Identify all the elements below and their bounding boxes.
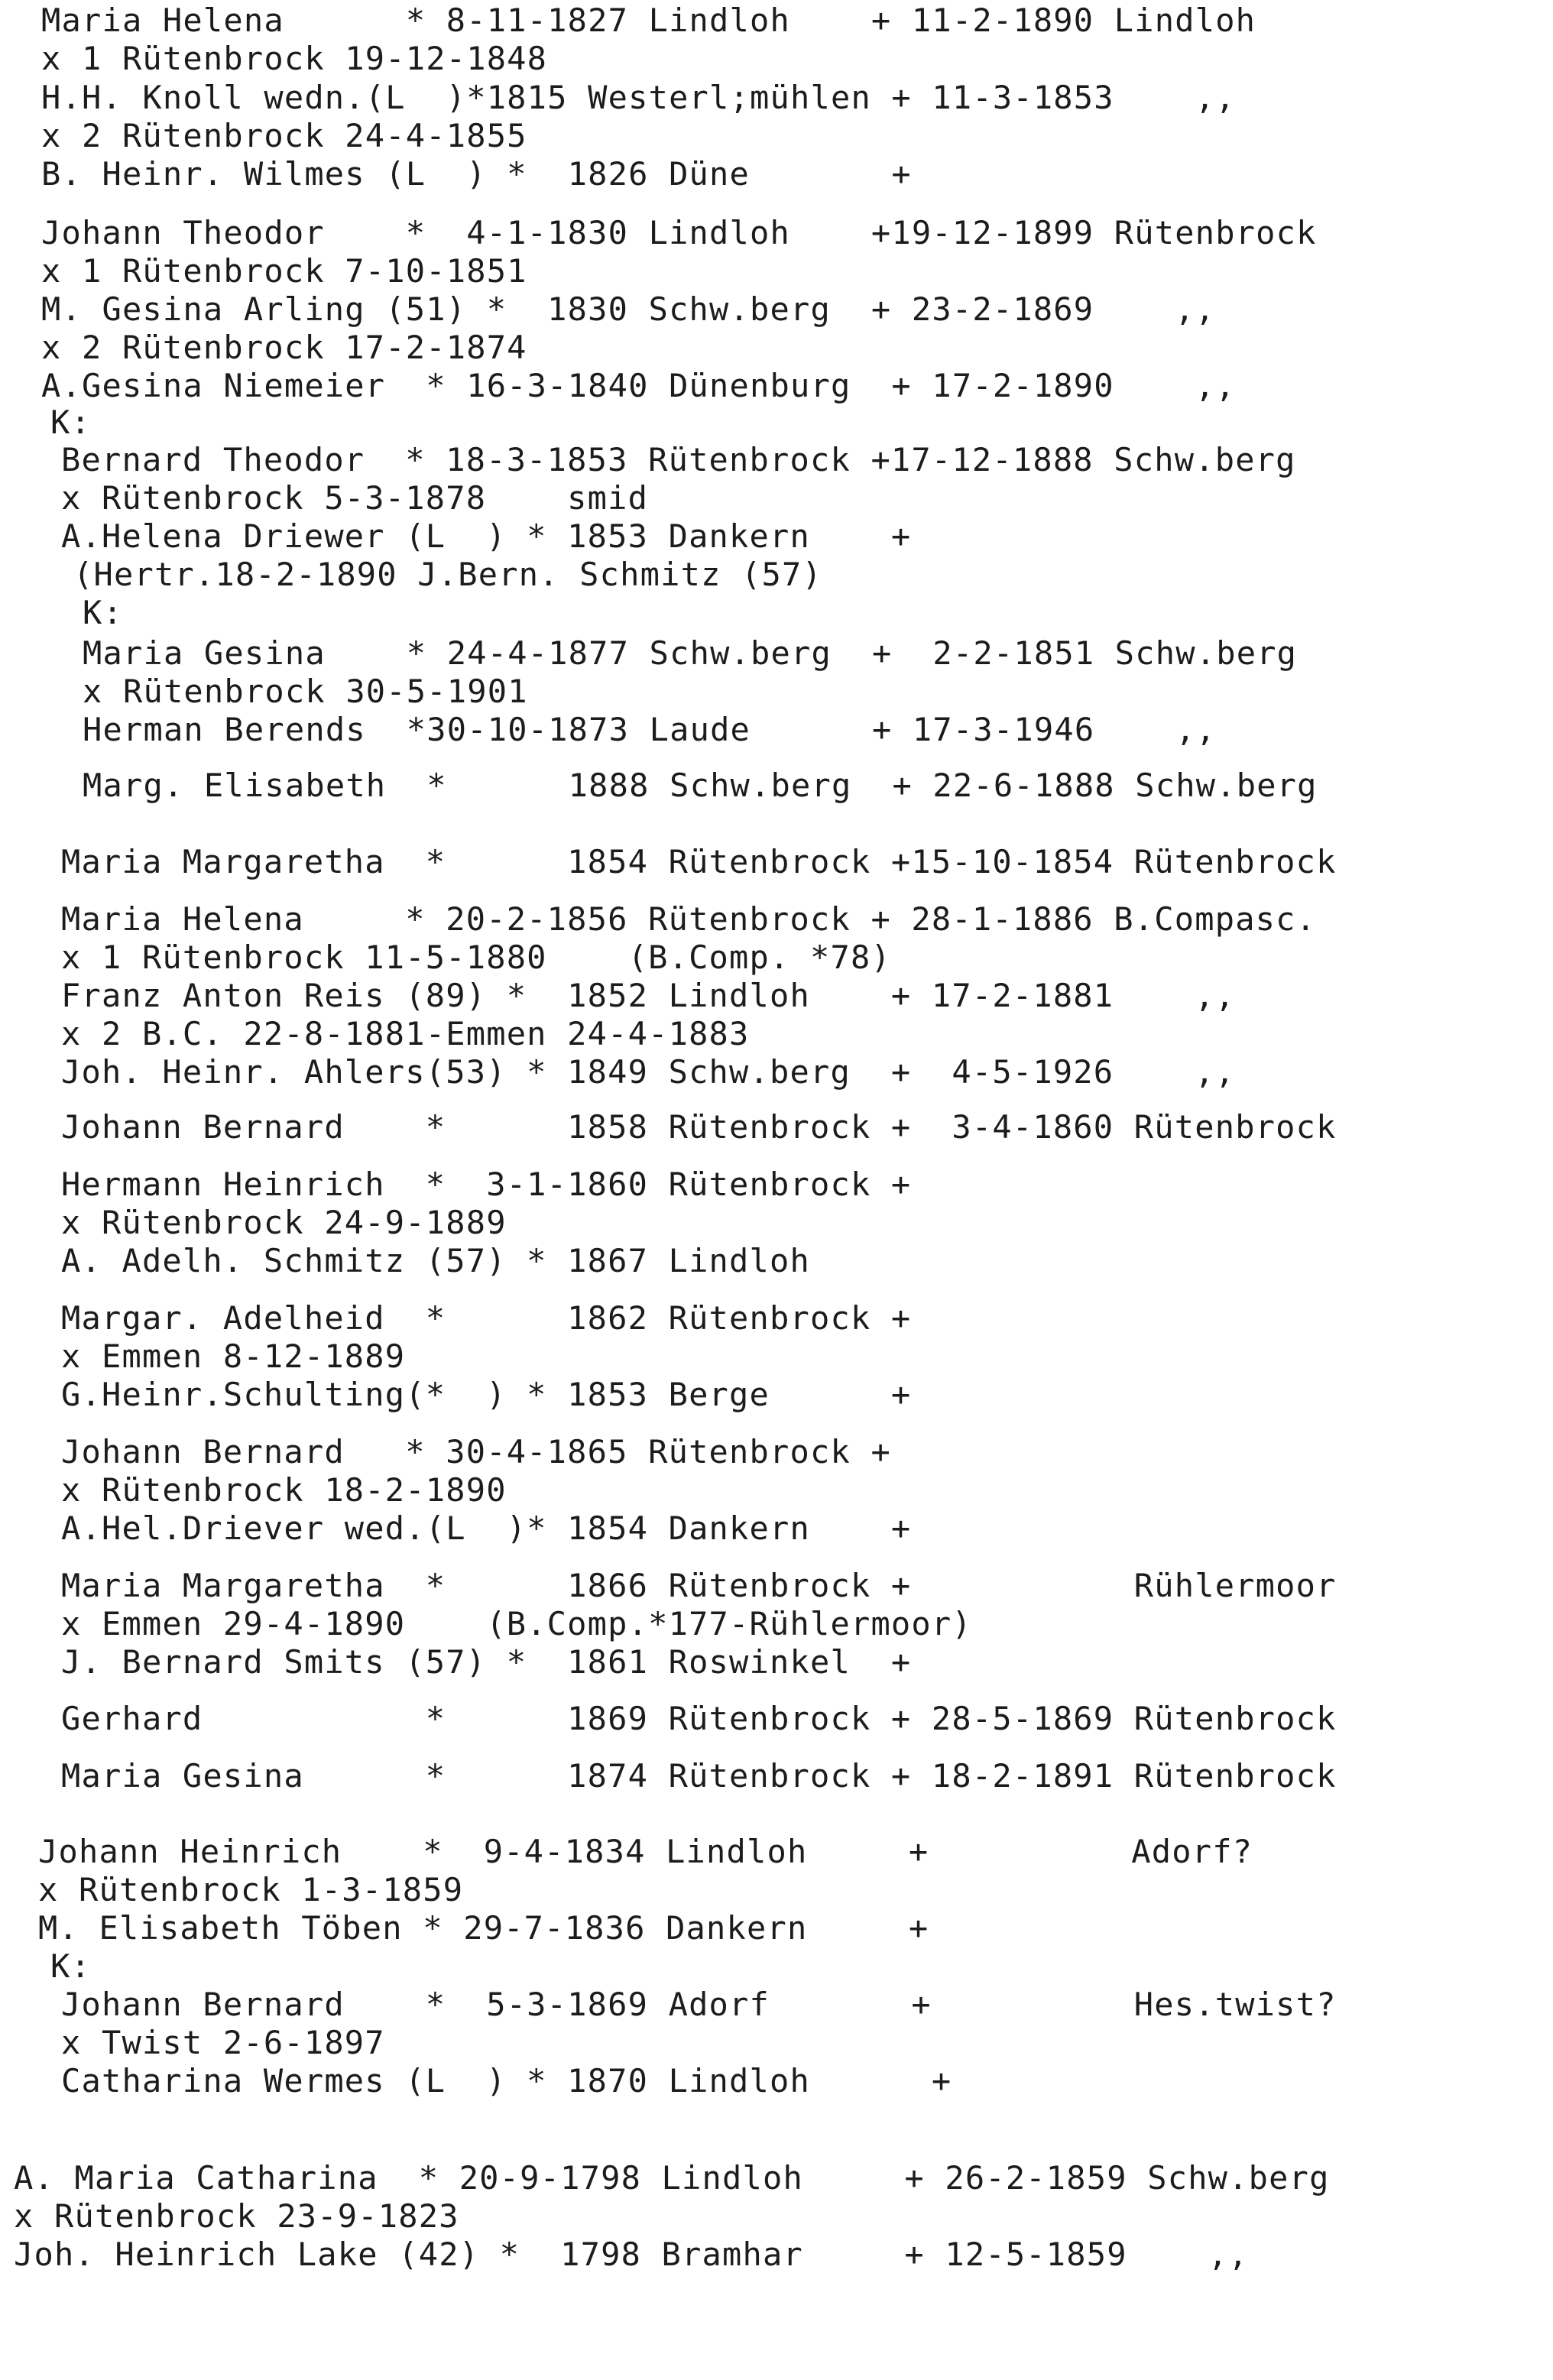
text-line: Johann Theodor * 4-1-1830 Lindloh +19-12-1899 Rütenbrock <box>41 214 1317 251</box>
text-line: x 2 Rütenbrock 17-2-1874 <box>41 329 527 366</box>
text-line: x Rütenbrock 23-9-1823 <box>14 2197 459 2235</box>
text-line: Johann Heinrich * 9-4-1834 Lindloh + Adorf? <box>38 1833 1253 1870</box>
text-line: M. Elisabeth Töben * 29-7-1836 Dankern + <box>38 1909 929 1947</box>
text-line: A.Gesina Niemeier * 16-3-1840 Dünenburg + 17-2-1890 ,, <box>41 367 1236 404</box>
text-line: A.Helena Driewer (L ) * 1853 Dankern + <box>61 517 912 555</box>
text-line: K: <box>50 404 91 441</box>
text-line: x 1 Rütenbrock 11-5-1880 (B.Comp. *78) <box>61 939 891 976</box>
text-line: A.Hel.Driever wed.(L )* 1854 Dankern + <box>61 1509 912 1547</box>
text-line: A. Adelh. Schmitz (57) * 1867 Lindloh <box>61 1242 810 1279</box>
text-line: Maria Helena * 20-2-1856 Rütenbrock + 28-1-1886 B.Compasc. <box>61 900 1317 938</box>
text-line: Maria Gesina * 24-4-1877 Schw.berg + 2-2-1851 Schw.berg <box>83 634 1298 672</box>
text-line: Maria Margaretha * 1854 Rütenbrock +15-10-1854 Rütenbrock <box>61 843 1337 880</box>
text-line: x Rütenbrock 1-3-1859 <box>38 1871 464 1908</box>
text-line: x Emmen 8-12-1889 <box>61 1338 406 1375</box>
text-line: Franz Anton Reis (89) * 1852 Lindloh + 17-2-1881 ,, <box>61 977 1236 1014</box>
text-line: x Rütenbrock 18-2-1890 <box>61 1471 507 1509</box>
text-line: Johann Bernard * 30-4-1865 Rütenbrock + <box>61 1433 891 1470</box>
text-line: (Hertr.18-2-1890 J.Bern. Schmitz (57) <box>73 556 822 593</box>
text-line: Hermann Heinrich * 3-1-1860 Rütenbrock + <box>61 1166 912 1203</box>
text-line: Johann Bernard * 1858 Rütenbrock + 3-4-1860 Rütenbrock <box>61 1108 1337 1146</box>
text-line: B. Heinr. Wilmes (L ) * 1826 Düne + <box>41 155 912 193</box>
text-line: H.H. Knoll wedn.(L )*1815 Westerl;mühlen + 11-3-1853 ,, <box>41 79 1236 116</box>
text-line: Marg. Elisabeth * 1888 Schw.berg + 22-6-1888 Schw.berg <box>83 767 1318 804</box>
text-line: x 2 Rütenbrock 24-4-1855 <box>41 117 527 154</box>
text-line: x Rütenbrock 24-9-1889 <box>61 1204 507 1241</box>
text-line: Maria Helena * 8-11-1827 Lindloh + 11-2-1890 Lindloh <box>41 2 1256 39</box>
text-line: Gerhard * 1869 Rütenbrock + 28-5-1869 Rütenbrock <box>61 1700 1337 1737</box>
text-line: x Twist 2-6-1897 <box>61 2024 385 2061</box>
text-line: Margar. Adelheid * 1862 Rütenbrock + <box>61 1299 912 1337</box>
text-line: x Rütenbrock 5-3-1878 smid <box>61 479 649 517</box>
text-line: Johann Bernard * 5-3-1869 Adorf + Hes.twist? <box>61 1986 1337 2023</box>
text-line: M. Gesina Arling (51) * 1830 Schw.berg + 23-2-1869 ,, <box>41 290 1216 328</box>
text-line: Maria Margaretha * 1866 Rütenbrock + Rühlermoor <box>61 1567 1337 1604</box>
text-line: x Rütenbrock 30-5-1901 <box>83 673 528 710</box>
text-line: Catharina Wermes (L ) * 1870 Lindloh + <box>61 2062 952 2100</box>
text-line: A. Maria Catharina * 20-9-1798 Lindloh + 26-2-1859 Schw.berg <box>14 2159 1330 2197</box>
text-line: J. Bernard Smits (57) * 1861 Roswinkel + <box>61 1643 912 1681</box>
text-line: Maria Gesina * 1874 Rütenbrock + 18-2-1891 Rütenbrock <box>61 1757 1337 1795</box>
text-line: x 1 Rütenbrock 19-12-1848 <box>41 40 548 77</box>
text-line: x 1 Rütenbrock 7-10-1851 <box>41 252 527 290</box>
text-line: Herman Berends *30-10-1873 Laude + 17-3-1946 ,, <box>83 711 1217 748</box>
text-line: x 2 B.C. 22-8-1881-Emmen 24-4-1883 <box>61 1015 750 1052</box>
text-line: G.Heinr.Schulting(* ) * 1853 Berge + <box>61 1376 912 1413</box>
text-line: x Emmen 29-4-1890 (B.Comp.*177-Rühlermoor) <box>61 1605 972 1642</box>
text-line: K: <box>50 1947 91 1985</box>
text-line: K: <box>83 594 123 631</box>
text-line: Bernard Theodor * 18-3-1853 Rütenbrock +17-12-1888 Schw.berg <box>61 441 1296 478</box>
text-line: Joh. Heinrich Lake (42) * 1798 Bramhar + 12-5-1859 ,, <box>14 2236 1249 2273</box>
text-line: Joh. Heinr. Ahlers(53) * 1849 Schw.berg + 4-5-1926 ,, <box>61 1053 1236 1091</box>
